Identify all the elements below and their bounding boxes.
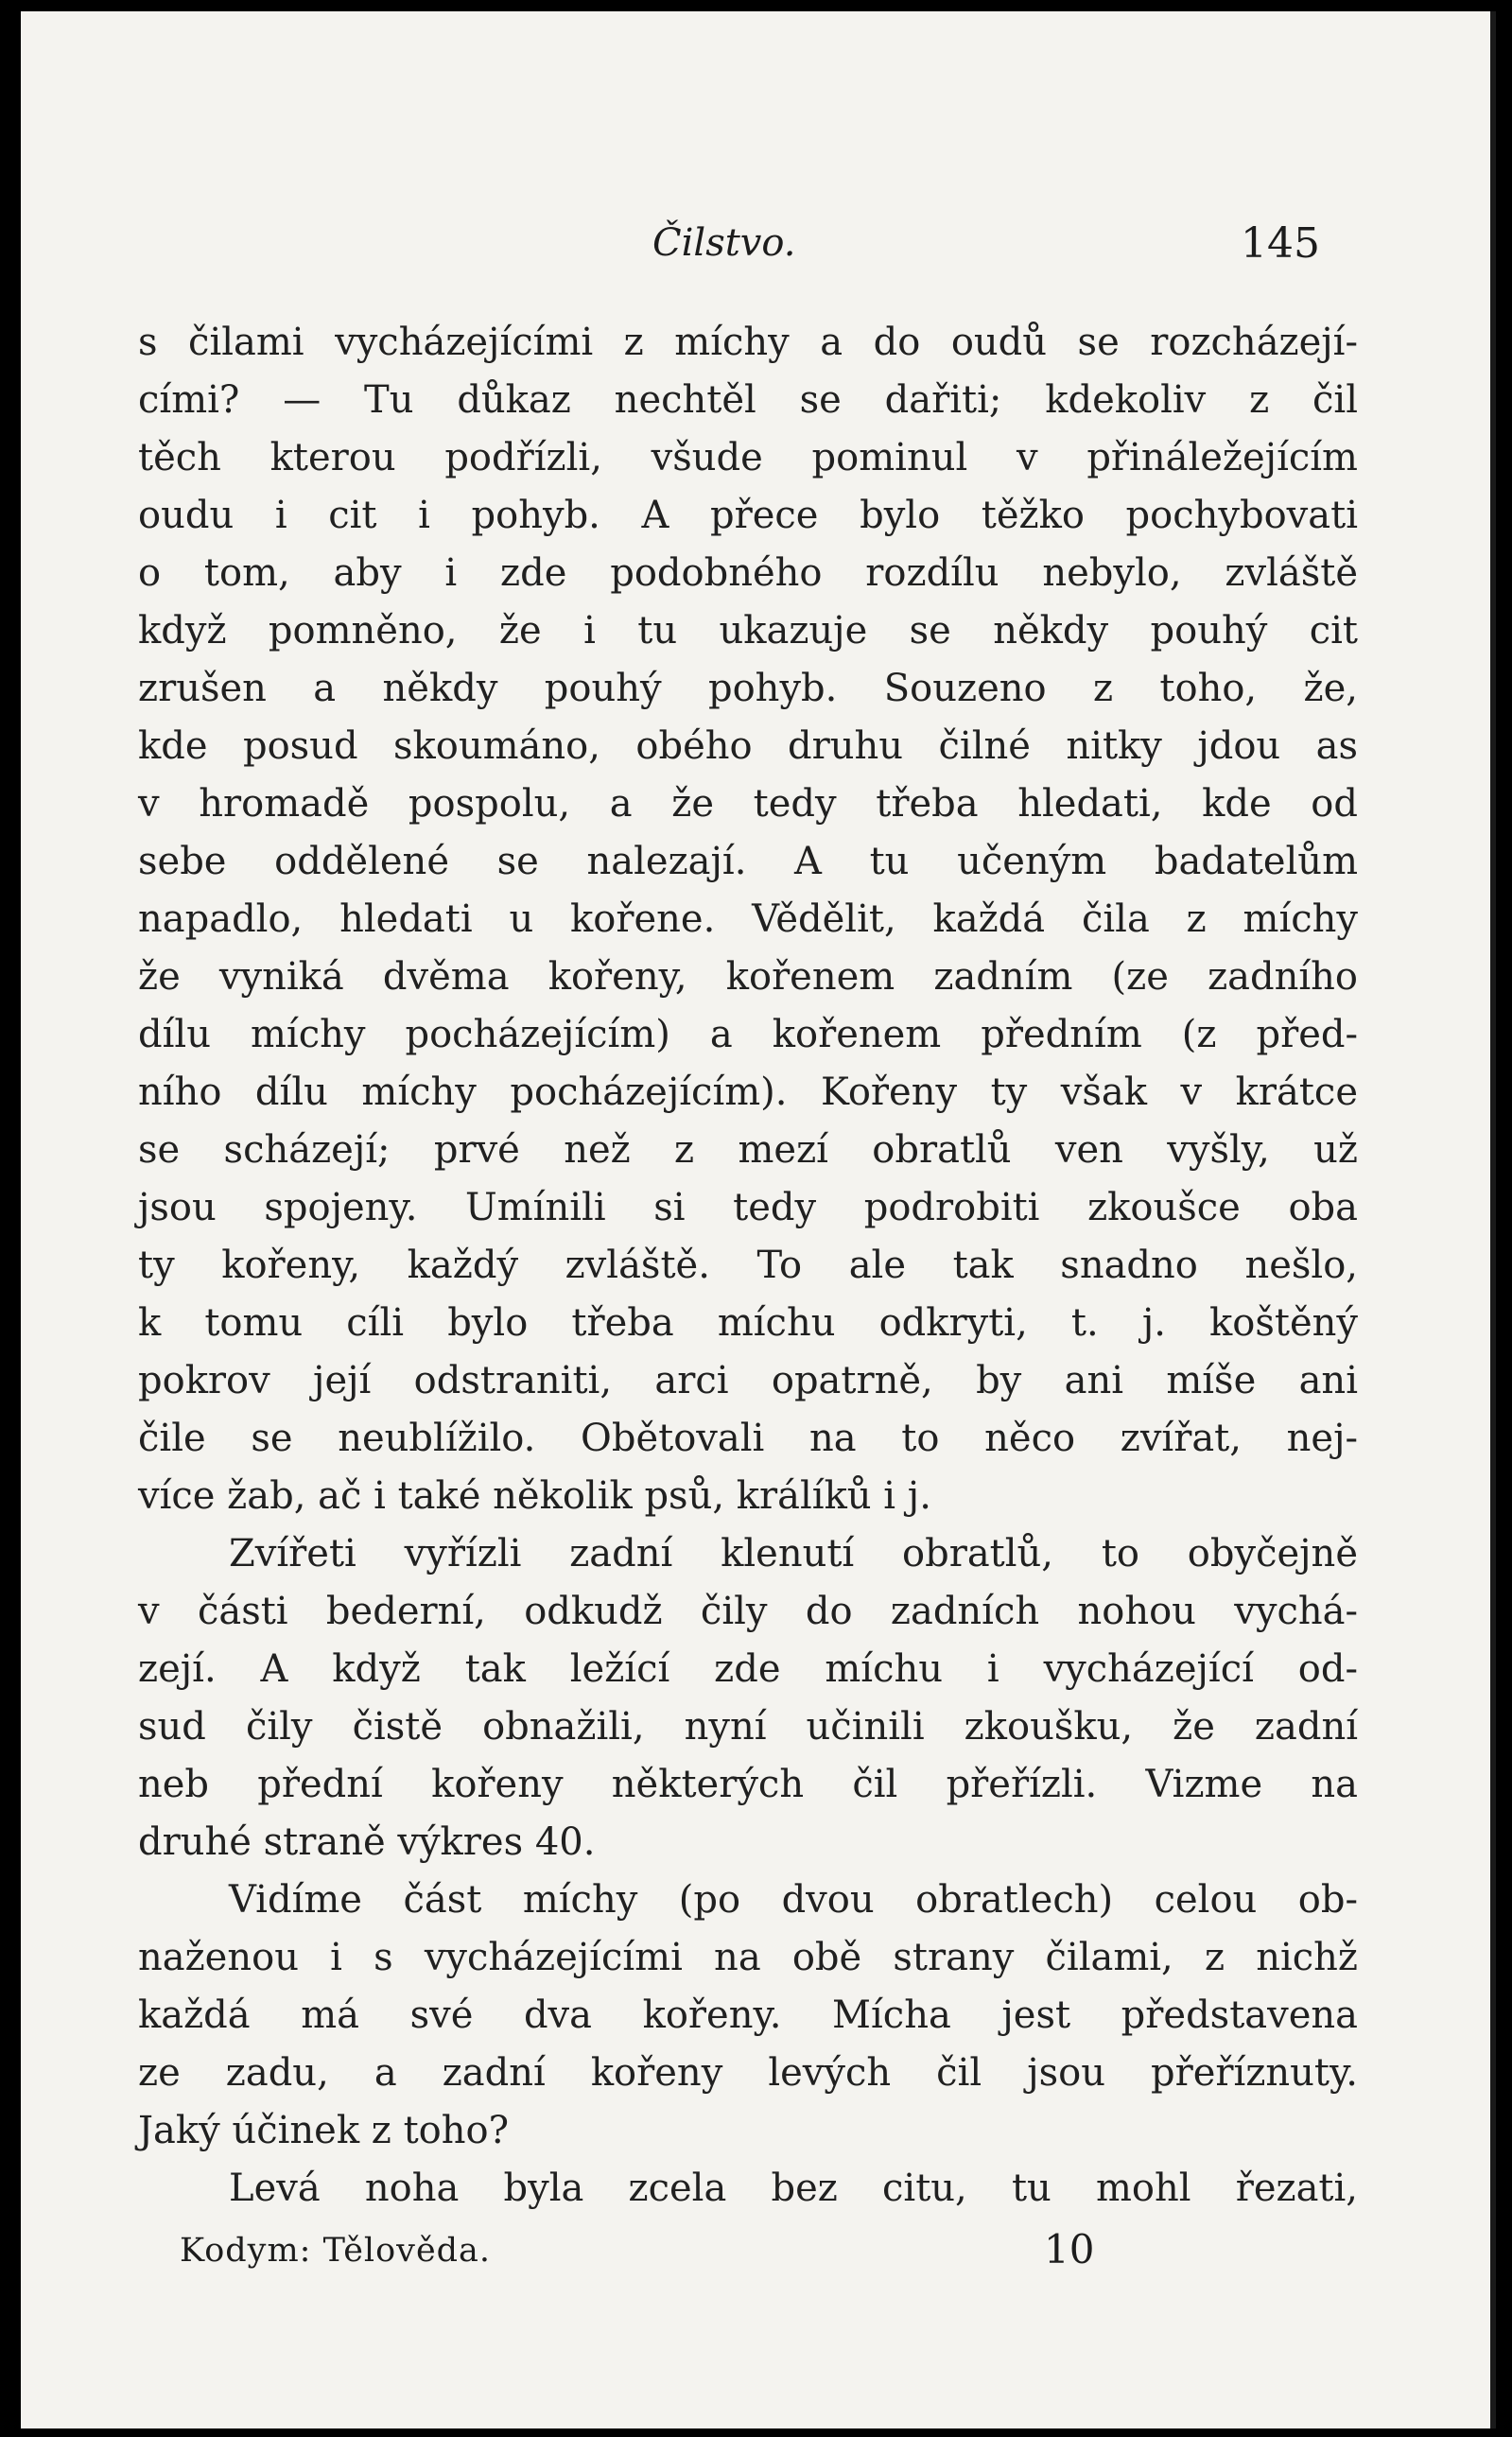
text-line: se scházejí; prvé než z mezí obratlů ven vyšly, už (138, 1128, 1358, 1172)
text-line: k tomu cíli bylo třeba míchu odkryti, t. j. koštěný (138, 1301, 1358, 1345)
text-line: více žab, ač i také několik psů, králíků i j. (138, 1474, 931, 1518)
footer-signature: Kodym: Tělověda. (180, 2232, 492, 2270)
text-line: sud čily čistě obnažili, nyní učinili zkoušku, že zadní (138, 1705, 1358, 1749)
text-line: druhé straně výkres 40. (138, 1820, 596, 1864)
text-line: těch kterou podřízli, všude pominul v přináležejícím (138, 436, 1358, 479)
text-line: Jaký účinek z toho? (138, 2109, 510, 2152)
text-line: pokrov její odstraniti, arci opatrně, by ani míše ani (138, 1359, 1358, 1402)
text-line: Levá noha byla zcela bez citu, tu mohl řezati, (229, 2167, 1358, 2210)
page-number: 145 (1241, 219, 1320, 268)
text-line: každá má své dva kořeny. Mícha jest představena (138, 1993, 1358, 2037)
text-line: v části bederní, odkudž čily do zadních nohou vychá- (138, 1590, 1358, 1633)
text-line: zejí. A když tak ležící zde míchu i vycházející od- (138, 1647, 1358, 1691)
text-line: Zvířeti vyřízli zadní klenutí obratlů, to obyčejně (229, 1532, 1358, 1575)
text-line: ty kořeny, každý zvláště. To ale tak snadno nešlo, (138, 1244, 1358, 1287)
text-line: když pomněno, že i tu ukazuje se někdy pouhý cit (138, 609, 1358, 653)
text-line: dílu míchy pocházejícím) a kořenem předním (z před- (138, 1013, 1358, 1056)
text-line: naženou i s vycházejícími na obě strany čilami, z nichž (138, 1936, 1358, 1979)
book-page (21, 11, 1496, 2428)
text-line: kde posud skoumáno, obého druhu čilné nitky jdou as (138, 724, 1358, 768)
text-line: že vyniká dvěma kořeny, kořenem zadním (ze zadního (138, 955, 1358, 999)
text-line: čile se neublížilo. Obětovali na to něco zvířat, nej- (138, 1417, 1358, 1460)
text-line: v hromadě pospolu, a že tedy třeba hledati, kde od (138, 782, 1358, 826)
text-line: ního dílu míchy pocházejícím). Kořeny ty však v krátce (138, 1071, 1358, 1114)
body-text (138, 314, 1358, 2218)
text-line: oudu i cit i pohyb. A přece bylo těžko pochybovati (138, 494, 1358, 537)
text-line: o tom, aby i zde podobného rozdílu nebylo, zvláště (138, 551, 1358, 595)
text-line: s čilami vycházejícími z míchy a do oudů se rozcházejí- (138, 321, 1358, 364)
text-line: jsou spojeny. Umínili si tedy podrobiti zkoušce oba (138, 1186, 1358, 1229)
page-footer (21, 2222, 1496, 2279)
text-line: napadlo, hledati u kořene. Vědělit, každá čila z míchy (138, 897, 1358, 941)
text-line: Vidíme část míchy (po dvou obratlech) celou ob- (229, 1878, 1358, 1922)
text-line: ze zadu, a zadní kořeny levých čil jsou přeříznuty. (138, 2051, 1358, 2095)
text-line: neb přední kořeny některých čil přeřízli. Vizme na (138, 1763, 1358, 1806)
running-title: Čilstvo. (652, 221, 796, 265)
text-line: sebe oddělené se nalezají. A tu učeným badatelům (138, 840, 1358, 883)
text-line: zrušen a někdy pouhý pohyb. Souzeno z toho, že, (138, 667, 1358, 710)
running-head (21, 210, 1496, 286)
text-line: cími? — Tu důkaz nechtěl se dařiti; kdekoliv z čil (138, 378, 1358, 422)
sheet-signature-mark: 10 (1044, 2226, 1095, 2272)
